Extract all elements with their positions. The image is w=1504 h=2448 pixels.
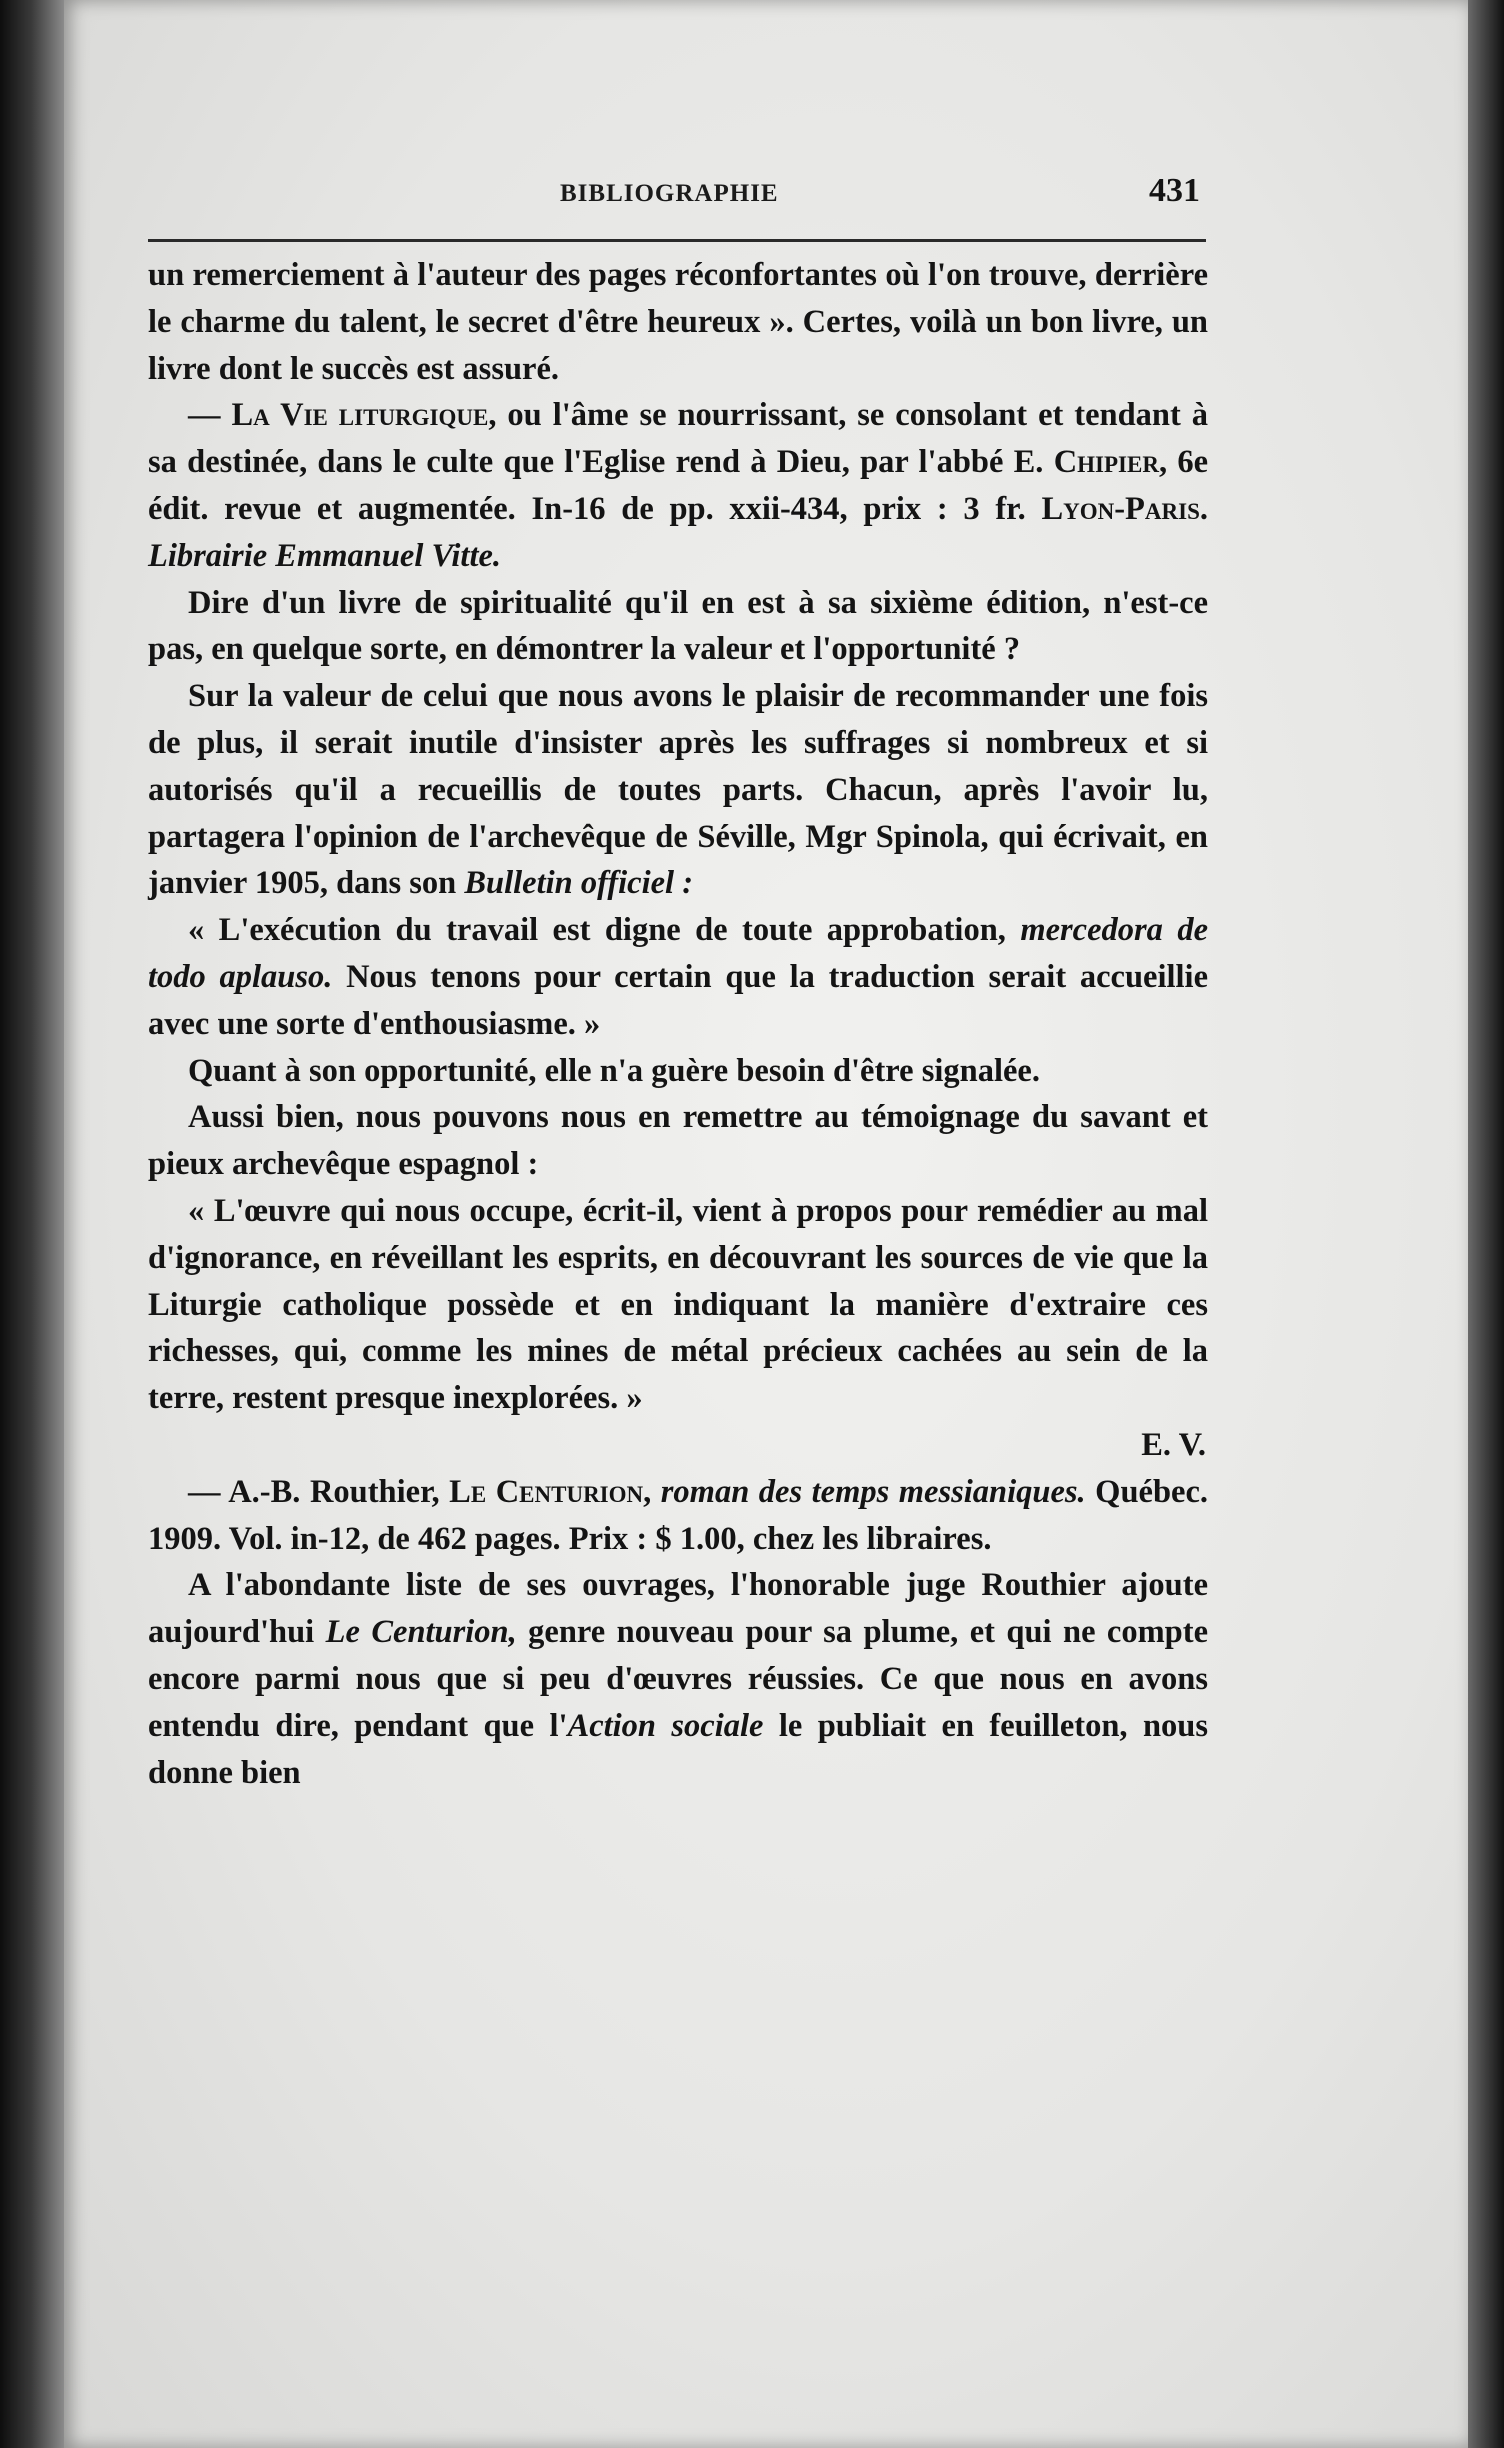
entry-text: , ou l'âme se nourrissant, se consolant et tendant à sa destinée, dans le culte que l'Eglise rend à Dieu, par l'abbé E. [148,397,1209,481]
entry-text: , 6e édit. revue et augmentée. In-16 de pp. xxii-434, prix : 3 fr. [148,444,1208,527]
book-title: Le Centurion [449,1473,644,1510]
paragraph-7: Aussi bien, nous pouvons nous en remettre au témoignage du savant et pieux archevêque espagnol : [148,1099,1208,1183]
spanish-phrase: mercedora de todo aplauso. [148,912,1209,995]
author-name: Chipier [1053,444,1159,481]
bulletin-title: Bulletin officiel : [464,865,694,902]
review-signature: E. V. [1141,1426,1206,1463]
paragraph-10 [148,1562,1208,1796]
entry-text: Québec. 1909. Vol. in-12, de 462 pages. Prix : $ 1.00, chez les libraires. [148,1473,1209,1557]
paragraph-9-centurion-entry [148,1469,1208,1563]
paragraph-5-quote [148,907,1208,1047]
paragraph-1: un remerciement à l'auteur des pages réconfortantes où l'on trouve, derrière le charme du talent, le secret d'être heureux ». Certes, voilà un bon livre, un livre dont le succès est assuré. [148,257,1208,387]
paragraph-4 [148,673,1208,907]
entry-text: — A.-B. Routhier, [188,1473,450,1510]
page-number: 431 [1149,172,1200,209]
paragraph-text: A l'abondante liste de ses ouvrages, l'honorable juge Routhier ajoute aujourd'hui [148,1567,1208,1651]
entry-dash: — [188,397,232,434]
paragraph-8-quote: « L'œuvre qui nous occupe, écrit-il, vient à propos pour remédier au mal d'ignorance, en réveillant les esprits, en découvrant les sources de vie que la Liturgie catholique possède et en indiquant la manière d'extraire ces richesses, qui, comme les mines de métal précieux cachées au sein de la terre, restent presque inexplorées. » [148,1192,1208,1417]
entry-text: , [643,1473,661,1510]
page-header [148,168,1206,218]
newspaper-title: Action sociale [567,1707,764,1744]
paragraph-text: genre nouveau pour sa plume, et qui ne compte encore parmi nous que si peu d'œuvres réussies. Ce que nous en avons entendu dire, pendant que l' [148,1614,1208,1744]
paragraph-text: le publiait en feuilleton, nous donne bien [148,1707,1208,1791]
running-head: BIBLIOGRAPHIE [560,180,779,207]
quote-text: Nous tenons pour certain que la traduction serait accueillie avec une sorte d'enthousiasme. » [148,958,1208,1042]
book-title: La Vie liturgique [231,397,489,434]
paragraph-3: Dire d'un livre de spiritualité qu'il en est à sa sixième édition, n'est-ce pas, en quelque sorte, en démontrer la valeur et l'opportunité ? [148,584,1208,668]
entry-text: . [1199,490,1208,527]
publisher-name: Librairie Emmanuel Vitte. [148,537,502,574]
paragraph-text: Sur la valeur de celui que nous avons le plaisir de recommander une fois de plus, il serait inutile d'insister après les suffrages si nombreux et si autorisés qu'il a recueillis de toutes parts. Chacun, après l'avoir lu, partagera l'opinion de l'archevêque de Séville, Mgr Spinola, qui écrivait, en janvier 1905, dans son [148,678,1208,902]
paragraph-2-liturgique-entry [148,392,1208,579]
quote-text: « L'exécution du travail est digne de toute approbation, [188,912,1021,949]
facing-page-edge [0,0,70,2448]
publication-place: Lyon-Paris [1041,490,1200,527]
page-right-edge [1468,0,1504,2448]
book-subtitle: roman des temps messianiques. [660,1473,1086,1510]
header-rule [148,239,1206,242]
book-title-italic: Le Centurion, [325,1614,517,1651]
body-text [148,252,1208,1796]
paragraph-6: Quant à son opportunité, elle n'a guère besoin d'être signalée. [188,1052,1040,1089]
